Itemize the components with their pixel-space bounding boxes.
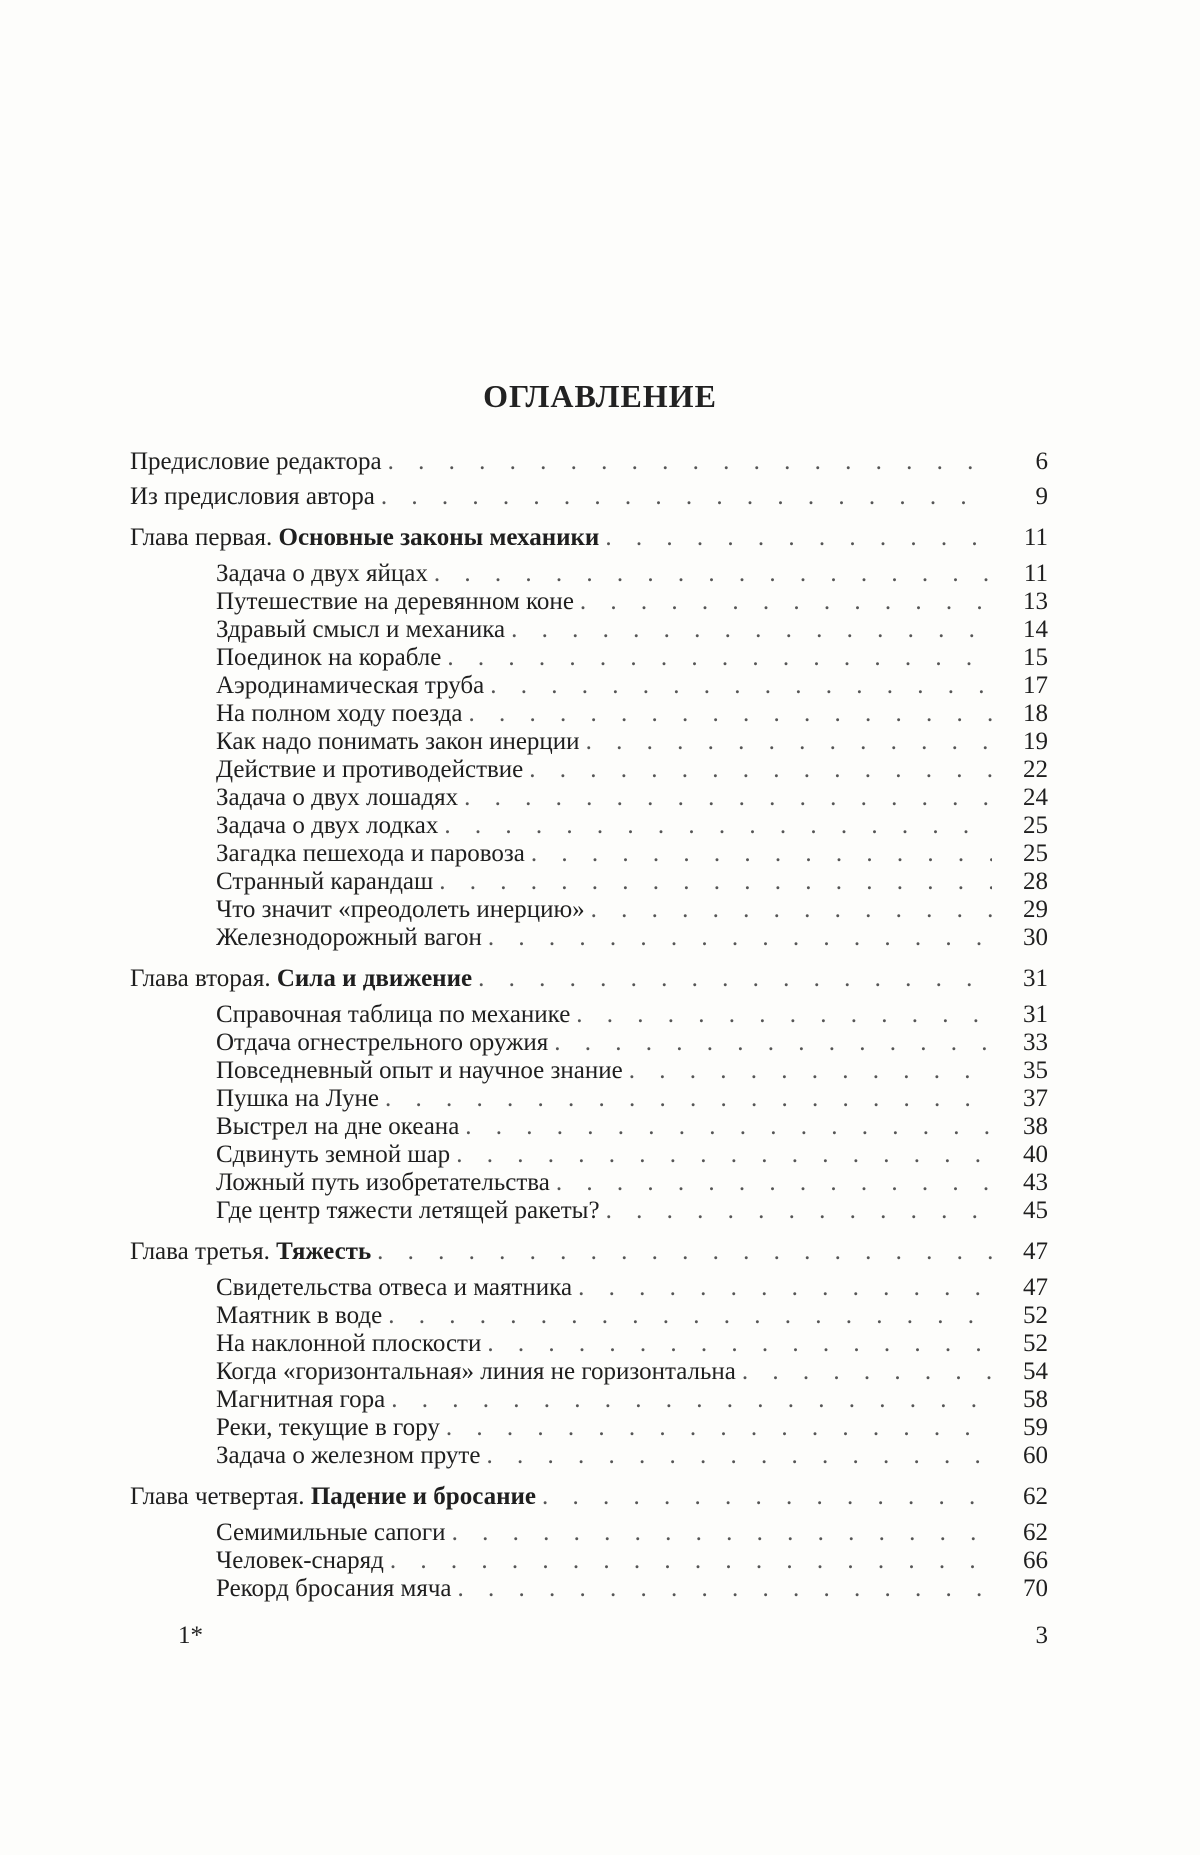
entry-label: Задача о двух яйцах bbox=[216, 560, 428, 587]
dot-leader bbox=[469, 700, 992, 728]
entry-page-number: 70 bbox=[1023, 1575, 1048, 1602]
toc-chapter-entry bbox=[130, 1237, 1048, 1266]
entry-label: Свидетельства отвеса и маятника bbox=[216, 1274, 573, 1301]
entry-page-number: 15 bbox=[1023, 644, 1048, 671]
entry-page-number: 28 bbox=[1023, 868, 1048, 895]
toc-section-entry bbox=[130, 1575, 1048, 1603]
entry-page-number: 62 bbox=[1023, 1519, 1048, 1546]
dot-leader bbox=[511, 616, 992, 644]
dot-leader bbox=[452, 1519, 992, 1547]
entry-page-number: 33 bbox=[1023, 1029, 1048, 1056]
toc-section-entry bbox=[130, 1302, 1048, 1330]
toc-section-entry bbox=[130, 1113, 1048, 1141]
dot-leader bbox=[529, 756, 992, 784]
entry-page-number: 13 bbox=[1023, 588, 1048, 615]
chapter-number: Глава третья. bbox=[130, 1238, 270, 1265]
dot-leader bbox=[629, 1057, 992, 1085]
entry-label: Загадка пешехода и паровоза bbox=[216, 840, 525, 867]
dot-leader bbox=[542, 1482, 992, 1511]
entry-page-number: 24 bbox=[1023, 784, 1048, 811]
toc-section-entry bbox=[130, 1197, 1048, 1225]
dot-leader bbox=[381, 482, 992, 511]
toc-section-entry bbox=[130, 812, 1048, 840]
entry-page-number: 25 bbox=[1023, 840, 1048, 867]
dot-leader bbox=[464, 784, 992, 812]
entry-page-number: 38 bbox=[1023, 1113, 1048, 1140]
entry-page-number: 29 bbox=[1023, 896, 1048, 923]
dot-leader bbox=[388, 1302, 992, 1330]
entry-page-number: 58 bbox=[1023, 1386, 1048, 1413]
entry-page-number: 11 bbox=[1023, 524, 1048, 551]
entry-page-number: 31 bbox=[1023, 965, 1048, 992]
toc-section-entry bbox=[130, 644, 1048, 672]
entry-page-number: 22 bbox=[1023, 756, 1048, 783]
dot-leader bbox=[578, 1274, 992, 1302]
chapter-heading bbox=[130, 964, 472, 993]
toc-section-entry bbox=[130, 1330, 1048, 1358]
toc-section-entry bbox=[130, 1442, 1048, 1470]
entry-label: Выстрел на дне океана bbox=[216, 1113, 460, 1140]
entry-label: Задача о двух лошадях bbox=[216, 784, 459, 811]
entry-page-number: 18 bbox=[1023, 700, 1048, 727]
dot-leader bbox=[605, 523, 992, 552]
dot-leader bbox=[434, 560, 992, 588]
toc-section-entry bbox=[130, 756, 1048, 784]
entry-label: Путешествие на деревянном коне bbox=[216, 588, 574, 615]
toc-section-entry bbox=[130, 1414, 1048, 1442]
chapter-number: Глава первая. bbox=[130, 524, 273, 551]
dot-leader bbox=[458, 1575, 992, 1603]
toc-section-entry bbox=[130, 840, 1048, 868]
dot-leader bbox=[487, 1330, 992, 1358]
chapter-title: Основные законы механики bbox=[278, 524, 600, 551]
toc-section-entry bbox=[130, 728, 1048, 756]
entry-label: Семимильные сапоги bbox=[216, 1519, 446, 1546]
entry-page-number: 30 bbox=[1023, 924, 1048, 951]
toc-section-entry bbox=[130, 700, 1048, 728]
entry-page-number: 31 bbox=[1023, 1001, 1048, 1028]
entry-label: Повседневный опыт и научное знание bbox=[216, 1057, 623, 1084]
entry-label: Здравый смысл и механика bbox=[216, 616, 506, 643]
dot-leader bbox=[390, 1547, 992, 1575]
entry-page-number: 60 bbox=[1023, 1442, 1048, 1469]
entry-page-number: 9 bbox=[1035, 483, 1048, 510]
entry-label: Предисловие редактора bbox=[130, 448, 382, 475]
entry-page-number: 59 bbox=[1023, 1414, 1048, 1441]
entry-page-number: 62 bbox=[1023, 1483, 1048, 1510]
entry-label: На наклонной плоскости bbox=[216, 1330, 482, 1357]
chapter-title: Падение и бросание bbox=[310, 1483, 537, 1510]
dot-leader bbox=[486, 1442, 992, 1470]
dot-leader bbox=[456, 1141, 992, 1169]
toc-chapter-entry bbox=[130, 1482, 1048, 1511]
entry-page-number: 11 bbox=[1023, 560, 1048, 587]
toc-section-entry bbox=[130, 784, 1048, 812]
dot-leader bbox=[388, 447, 992, 476]
entry-page-number: 17 bbox=[1023, 672, 1048, 699]
entry-label: Пушка на Луне bbox=[216, 1085, 379, 1112]
toc-section-entry bbox=[130, 672, 1048, 700]
dot-leader bbox=[446, 1414, 992, 1442]
entry-page-number: 52 bbox=[1023, 1302, 1048, 1329]
entry-label: Что значит «преодолеть инерцию» bbox=[216, 896, 585, 923]
entry-page-number: 14 bbox=[1023, 616, 1048, 643]
entry-page-number: 52 bbox=[1023, 1330, 1048, 1357]
entry-label: Реки, текущие в гору bbox=[216, 1414, 440, 1441]
entry-page-number: 54 bbox=[1023, 1358, 1048, 1385]
dot-leader bbox=[488, 924, 992, 952]
chapter-heading bbox=[130, 523, 599, 552]
dot-leader bbox=[580, 588, 992, 616]
entry-label: Странный карандаш bbox=[216, 868, 434, 895]
entry-page-number: 66 bbox=[1023, 1547, 1048, 1574]
toc-entry bbox=[130, 447, 1048, 476]
page-number: 3 bbox=[1035, 1622, 1048, 1649]
entry-page-number: 47 bbox=[1023, 1238, 1048, 1265]
dot-leader bbox=[606, 1197, 992, 1225]
toc-section-entry bbox=[130, 1029, 1048, 1057]
toc-section-entry bbox=[130, 924, 1048, 952]
entry-page-number: 47 bbox=[1023, 1274, 1048, 1301]
entry-label: Где центр тяжести летящей ракеты? bbox=[216, 1197, 600, 1224]
entry-label: Рекорд бросания мяча bbox=[216, 1575, 452, 1602]
dot-leader bbox=[391, 1386, 992, 1414]
toc-section-entry bbox=[130, 1085, 1048, 1113]
dot-leader bbox=[478, 964, 992, 993]
entry-label: Справочная таблица по механике bbox=[216, 1001, 571, 1028]
entry-label: Аэродинамическая труба bbox=[216, 672, 485, 699]
dot-leader bbox=[591, 896, 992, 924]
dot-leader bbox=[444, 812, 992, 840]
dot-leader bbox=[556, 1169, 992, 1197]
entry-label: Магнитная гора bbox=[216, 1386, 386, 1413]
entry-page-number: 35 bbox=[1023, 1057, 1048, 1084]
toc-entry bbox=[130, 482, 1048, 511]
entry-label: На полном ходу поезда bbox=[216, 700, 463, 727]
entry-page-number: 40 bbox=[1023, 1141, 1048, 1168]
entry-label: Сдвинуть земной шар bbox=[216, 1141, 451, 1168]
entry-label: Отдача огнестрельного оружия bbox=[216, 1029, 549, 1056]
chapter-title: Тяжесть bbox=[276, 1238, 372, 1265]
toc-section-entry bbox=[130, 1274, 1048, 1302]
page-title: ОГЛАВЛЕНИЕ bbox=[483, 378, 717, 414]
toc-section-entry bbox=[130, 1519, 1048, 1547]
entry-label: Как надо понимать закон инерции bbox=[216, 728, 580, 755]
dot-leader bbox=[742, 1358, 992, 1386]
entry-label: Из предисловия автора bbox=[130, 483, 375, 510]
toc-section-entry bbox=[130, 896, 1048, 924]
chapter-heading bbox=[130, 1237, 371, 1266]
entry-label: Когда «горизонтальная» линия не горизонтальна bbox=[216, 1358, 736, 1385]
toc-section-entry bbox=[130, 1358, 1048, 1386]
dot-leader bbox=[554, 1029, 992, 1057]
toc-chapter-entry bbox=[130, 523, 1048, 552]
toc-section-entry bbox=[130, 1001, 1048, 1029]
chapter-heading bbox=[130, 1482, 536, 1511]
entry-page-number: 6 bbox=[1035, 448, 1048, 475]
chapter-number: Глава четвертая. bbox=[130, 1483, 305, 1510]
toc-section-entry bbox=[130, 1057, 1048, 1085]
dot-leader bbox=[586, 728, 992, 756]
entry-label: Действие и противодействие bbox=[216, 756, 524, 783]
chapter-title: Сила и движение bbox=[276, 965, 473, 992]
dot-leader bbox=[490, 672, 992, 700]
dot-leader bbox=[385, 1085, 992, 1113]
toc-section-entry bbox=[130, 1386, 1048, 1414]
entry-label: Маятник в воде bbox=[216, 1302, 383, 1329]
entry-page-number: 25 bbox=[1023, 812, 1048, 839]
entry-label: Ложный путь изобретательства bbox=[216, 1169, 550, 1196]
entry-label: Поединок на корабле bbox=[216, 644, 442, 671]
table-of-contents bbox=[130, 447, 1048, 1603]
dot-leader bbox=[531, 840, 992, 868]
chapter-number: Глава вторая. bbox=[130, 965, 271, 992]
dot-leader bbox=[439, 868, 992, 896]
toc-section-entry bbox=[130, 1141, 1048, 1169]
entry-page-number: 43 bbox=[1023, 1169, 1048, 1196]
toc-section-entry bbox=[130, 1547, 1048, 1575]
entry-label: Задача о двух лодках bbox=[216, 812, 439, 839]
dot-leader bbox=[576, 1001, 992, 1029]
entry-page-number: 45 bbox=[1023, 1197, 1048, 1224]
entry-page-number: 19 bbox=[1023, 728, 1048, 755]
entry-label: Железнодорожный вагон bbox=[216, 924, 482, 951]
toc-section-entry bbox=[130, 560, 1048, 588]
entry-label: Человек-снаряд bbox=[216, 1547, 384, 1574]
dot-leader bbox=[465, 1113, 992, 1141]
dot-leader bbox=[377, 1237, 992, 1266]
entry-label: Задача о железном пруте bbox=[216, 1442, 481, 1469]
toc-section-entry bbox=[130, 616, 1048, 644]
toc-section-entry bbox=[130, 588, 1048, 616]
entry-page-number: 37 bbox=[1023, 1085, 1048, 1112]
toc-section-entry bbox=[130, 868, 1048, 896]
toc-chapter-entry bbox=[130, 964, 1048, 993]
signature-mark: 1* bbox=[178, 1622, 203, 1649]
toc-section-entry bbox=[130, 1169, 1048, 1197]
dot-leader bbox=[447, 644, 992, 672]
